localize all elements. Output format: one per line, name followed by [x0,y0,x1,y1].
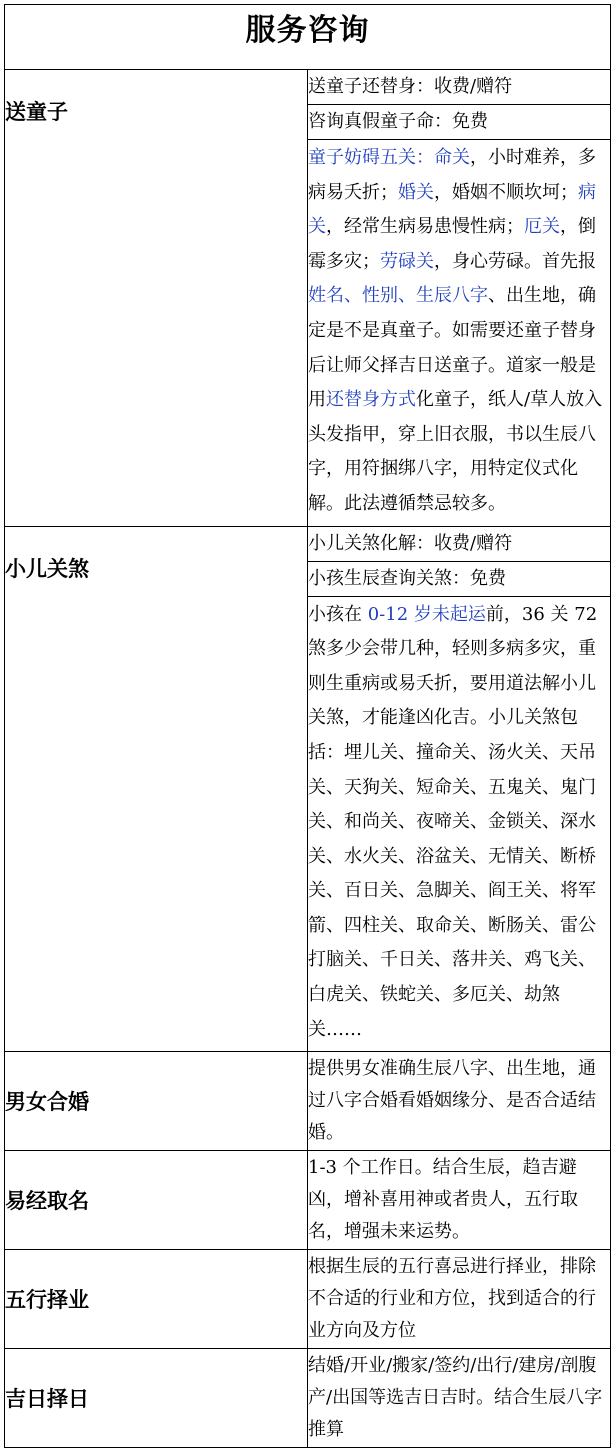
detail-text: 化童子，纸人/草人放入头发指甲，穿上旧衣服，书以生辰八字，用符捆绑八字，用特定仪式化解。此法遵循禁忌较多。 [308,389,603,514]
service-detail [308,140,611,527]
detail-text: ，婚姻不顺坎坷； [434,181,578,203]
detail-text: 、出生地，确定是不是真童子。如需要还童子替身后让师父择吉日送童子。道家一般是用 [308,285,596,411]
detail-text: ，经常生病易患慢性病； [326,216,524,238]
category-label: 吉日择日 [5,1349,308,1448]
service-table [4,4,611,1448]
highlighted-text: 姓名、性别、生辰八字 [308,285,488,307]
highlighted-text: 童子妨碍五关：命关 [308,147,470,168]
service-row: 小儿关煞化解：收费/赠符 [308,526,611,561]
detail-text: 前，36 关 72 煞多少会带几种，轻则多病多灾，重则生重病或易夭折，要用道法解小儿关煞，才能逢凶化吉。小儿关煞包括：埋儿关、撞命关、汤火关、天吊关、天狗关、短命关、五鬼关、鬼门关、和尚关、夜啼关、金锁关、深水关、水火关、浴盆关、无情关、断桥关、百日关、急脚关、阎王关、将军箭、四柱关、取命关、断肠关、雷公打脑关、千日关、落井关、鸡飞关、白虎关、铁蛇关、多厄关、劫煞关…… [308,603,598,1040]
detail-text: ，倒霉多灾； [308,216,596,272]
highlighted-text: 还替身方式 [326,389,416,411]
service-description: 结婚/开业/搬家/签约/出行/建房/剖腹产/出国等选吉日吉时。结合生辰八字推算 [308,1349,611,1448]
category-label: 易经取名 [5,1151,308,1250]
category-label: 男女合婚 [5,1052,308,1151]
highlighted-text: 0-12 岁未起运 [367,603,486,625]
highlighted-text: 厄关 [524,216,560,238]
service-row: 小孩生辰查询关煞：免费 [308,561,611,596]
highlighted-text: 婚关 [398,181,434,203]
highlighted-text: 劳碌关 [380,250,434,272]
service-row: 送童子还替身：收费/赠符 [308,70,611,105]
category-label: 小儿关煞 [5,526,308,1052]
category-label: 送童子 [5,70,308,527]
detail-text: ，身心劳碌。首先报 [434,250,596,272]
service-description: 提供男女准确生辰八字、出生地，通过八字合婚看婚姻缘分、是否合适结婚。 [308,1052,611,1151]
service-row: 咨询真假童子命：免费 [308,105,611,140]
page-title: 服务咨询 [5,5,611,70]
highlighted-text: 病关 [308,181,596,238]
detail-text: 小孩在 [308,603,368,625]
service-detail [308,596,611,1052]
service-description: 1-3 个工作日。结合生辰，趋吉避凶，增补喜用神或者贵人，五行取名，增强未来运势。 [308,1151,611,1250]
category-label: 五行择业 [5,1250,308,1349]
service-description: 根据生辰的五行喜忌进行择业，排除不合适的行业和方位，找到适合的行业方向及方位 [308,1250,611,1349]
detail-text: ，小时难养，多病易夭折； [308,147,596,203]
